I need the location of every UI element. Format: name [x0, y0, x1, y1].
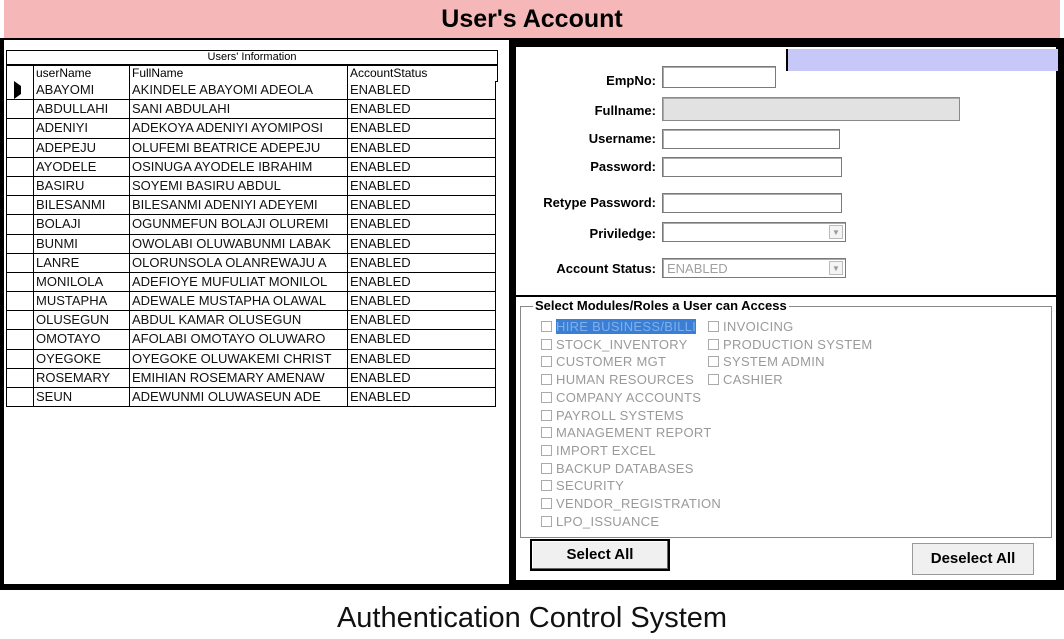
- users-panel: [4, 40, 509, 584]
- grid-caption: Users' Information: [6, 50, 498, 65]
- cell-username[interactable]: LANRE: [33, 254, 129, 272]
- cell-fullname[interactable]: OLORUNSOLA OLANREWAJU A: [129, 254, 347, 272]
- cell-username[interactable]: ROSEMARY: [33, 369, 129, 387]
- cell-accountstatus[interactable]: ENABLED: [347, 388, 497, 406]
- checkbox-icon[interactable]: [541, 374, 552, 385]
- table-row[interactable]: [6, 177, 496, 196]
- username-label: Username:: [588, 131, 656, 146]
- module-label: SYSTEM ADMIN: [723, 354, 825, 370]
- cell-accountstatus[interactable]: ENABLED: [347, 81, 497, 99]
- grid-header: [6, 65, 498, 82]
- privilege-select[interactable]: [662, 222, 846, 242]
- cell-fullname[interactable]: ABDUL KAMAR OLUSEGUN: [129, 311, 347, 329]
- cell-username[interactable]: MONILOLA: [33, 273, 129, 291]
- modules-group: [520, 298, 1052, 538]
- table-row[interactable]: [6, 119, 496, 138]
- chevron-down-icon[interactable]: ▼: [829, 225, 843, 239]
- modules-group-title: Select Modules/Roles a User can Access: [535, 298, 787, 313]
- cell-accountstatus[interactable]: ENABLED: [347, 100, 497, 118]
- password-input[interactable]: [662, 157, 842, 177]
- cell-username[interactable]: ABAYOMI: [33, 81, 129, 99]
- table-row[interactable]: [6, 81, 496, 100]
- cell-username[interactable]: OMOTAYO: [33, 330, 129, 348]
- cell-accountstatus[interactable]: ENABLED: [347, 311, 497, 329]
- table-row[interactable]: [6, 235, 496, 254]
- module-label: INVOICING: [723, 319, 794, 334]
- module-checkbox[interactable]: [541, 425, 712, 440]
- cell-username[interactable]: ADEPEJU: [33, 139, 129, 157]
- module-checkbox[interactable]: [708, 354, 825, 369]
- module-label: CUSTOMER MGT: [556, 354, 667, 370]
- table-row[interactable]: [6, 139, 496, 158]
- cell-username[interactable]: OLUSEGUN: [33, 311, 129, 329]
- checkbox-icon[interactable]: [708, 339, 719, 350]
- cell-accountstatus[interactable]: ENABLED: [347, 215, 497, 233]
- empno-input[interactable]: [662, 66, 776, 88]
- retype-password-input[interactable]: [662, 193, 842, 213]
- module-label: HIRE BUSINESS/BILLI: [556, 319, 697, 334]
- module-checkbox[interactable]: [708, 372, 783, 387]
- cell-username[interactable]: ADENIYI: [33, 119, 129, 137]
- cell-fullname[interactable]: OWOLABI OLUWABUNMI LABAK: [129, 235, 347, 253]
- cell-username[interactable]: BOLAJI: [33, 215, 129, 233]
- account-status-label: Account Status:: [556, 261, 656, 276]
- empno-label: EmpNo:: [606, 73, 656, 88]
- checkbox-icon[interactable]: [541, 392, 552, 403]
- module-label: IMPORT EXCEL: [556, 442, 656, 458]
- module-checkbox[interactable]: [541, 408, 684, 423]
- cell-username[interactable]: AYODELE: [33, 158, 129, 176]
- cell-accountstatus[interactable]: ENABLED: [347, 292, 497, 310]
- checkbox-icon[interactable]: [541, 516, 552, 527]
- table-row[interactable]: [6, 311, 496, 330]
- cell-fullname[interactable]: OSINUGA AYODELE IBRAHIM: [129, 158, 347, 176]
- figure-caption: Authentication Control System: [336, 602, 728, 634]
- module-checkbox[interactable]: [708, 337, 873, 352]
- password-label: Password:: [590, 159, 656, 174]
- cell-fullname[interactable]: SANI ABDULAHI: [129, 100, 347, 118]
- module-checkbox[interactable]: [541, 372, 694, 387]
- table-row[interactable]: [6, 388, 496, 407]
- module-label: STOCK_INVENTORY: [556, 336, 688, 352]
- account-status-value: ENABLED: [667, 261, 728, 276]
- cell-fullname[interactable]: OYEGOKE OLUWAKEMI CHRIST: [129, 350, 347, 368]
- checkbox-icon[interactable]: [541, 321, 552, 332]
- cell-username[interactable]: MUSTAPHA: [33, 292, 129, 310]
- module-checkbox[interactable]: [541, 337, 688, 352]
- module-checkbox[interactable]: [541, 443, 656, 458]
- window-title: User's Account: [4, 0, 1060, 38]
- cell-fullname[interactable]: SOYEMI BASIRU ABDUL: [129, 177, 347, 195]
- module-label: BACKUP DATABASES: [556, 460, 694, 476]
- checkbox-icon[interactable]: [541, 445, 552, 456]
- cell-fullname[interactable]: ADEKOYA ADENIYI AYOMIPOSI: [129, 119, 347, 137]
- cell-fullname[interactable]: OLUFEMI BEATRICE ADEPEJU: [129, 139, 347, 157]
- chevron-down-icon[interactable]: ▼: [829, 261, 843, 275]
- cell-username[interactable]: BUNMI: [33, 235, 129, 253]
- cell-fullname[interactable]: ADEWUNMI OLUWASEUN ADE: [129, 388, 347, 406]
- fullname-label: Fullname:: [594, 103, 656, 118]
- cell-accountstatus[interactable]: ENABLED: [347, 196, 497, 214]
- module-checkbox[interactable]: [708, 319, 794, 334]
- checkbox-icon[interactable]: [541, 427, 552, 438]
- module-label: HUMAN RESOURCES: [556, 372, 695, 388]
- cell-fullname[interactable]: ADEWALE MUSTAPHA OLAWAL: [129, 292, 347, 310]
- cell-fullname[interactable]: ADEFIOYE MUFULIAT MONILOL: [129, 273, 347, 291]
- retype-password-label: Retype Password:: [543, 195, 656, 210]
- checkbox-icon[interactable]: [541, 480, 552, 491]
- module-checkbox[interactable]: [541, 514, 659, 529]
- table-row[interactable]: [6, 369, 496, 388]
- cell-username[interactable]: BASIRU: [33, 177, 129, 195]
- deselect-all-button[interactable]: Deselect All: [912, 543, 1034, 575]
- fullname-input[interactable]: [662, 97, 960, 121]
- privilege-label: Priviledge:: [589, 226, 656, 241]
- modules-panel: [516, 297, 1056, 580]
- table-row[interactable]: [6, 254, 496, 273]
- module-label: PAYROLL SYSTEMS: [556, 407, 684, 423]
- cell-username[interactable]: OYEGOKE: [33, 350, 129, 368]
- cell-accountstatus[interactable]: ENABLED: [347, 369, 497, 387]
- module-label: LPO_ISSUANCE: [556, 513, 660, 529]
- module-label: MANAGEMENT REPORT: [556, 425, 712, 441]
- cell-accountstatus[interactable]: ENABLED: [347, 254, 497, 272]
- cell-username[interactable]: BILESANMI: [33, 196, 129, 214]
- cell-accountstatus[interactable]: ENABLED: [347, 177, 497, 195]
- module-checkbox[interactable]: [541, 319, 696, 334]
- table-row[interactable]: [6, 350, 496, 369]
- cell-accountstatus[interactable]: ENABLED: [347, 235, 497, 253]
- cell-fullname[interactable]: OGUNMEFUN BOLAJI OLUREMI: [129, 215, 347, 233]
- cell-fullname[interactable]: AFOLABI OMOTAYO OLUWARO: [129, 330, 347, 348]
- module-checkbox[interactable]: [541, 461, 694, 476]
- cell-accountstatus[interactable]: ENABLED: [347, 158, 497, 176]
- user-form-panel: [516, 47, 1056, 295]
- cell-accountstatus[interactable]: ENABLED: [347, 119, 497, 137]
- cell-accountstatus[interactable]: ENABLED: [347, 330, 497, 348]
- cell-fullname[interactable]: AKINDELE ABAYOMI ADEOLA: [129, 81, 347, 99]
- column-header-fullname[interactable]: FullName: [129, 66, 347, 81]
- module-checkbox[interactable]: [541, 354, 666, 369]
- column-header-accountstatus[interactable]: AccountStatus: [347, 66, 497, 81]
- table-row[interactable]: [6, 273, 496, 292]
- cell-accountstatus[interactable]: ENABLED: [347, 350, 497, 368]
- table-row[interactable]: [6, 196, 496, 215]
- column-header-username[interactable]: userName: [33, 66, 129, 81]
- module-label: COMPANY ACCOUNTS: [556, 389, 702, 405]
- cell-username[interactable]: SEUN: [33, 388, 129, 406]
- checkbox-icon[interactable]: [708, 321, 719, 332]
- table-row[interactable]: [6, 100, 496, 119]
- module-label: VENDOR_REGISTRATION: [556, 496, 722, 511]
- module-label: CASHIER: [723, 372, 783, 388]
- module-checkbox[interactable]: [541, 496, 721, 511]
- cell-fullname[interactable]: EMIHIAN ROSEMARY AMENAW: [129, 369, 347, 387]
- table-row[interactable]: [6, 158, 496, 177]
- module-label: PRODUCTION SYSTEM: [723, 336, 873, 352]
- checkbox-icon[interactable]: [541, 498, 552, 509]
- module-label: SECURITY: [556, 478, 625, 494]
- checkbox-icon[interactable]: [541, 339, 552, 350]
- checkbox-icon[interactable]: [541, 356, 552, 367]
- grid-body: [6, 81, 496, 407]
- tab-strip: [786, 49, 1058, 71]
- checkbox-icon[interactable]: [541, 410, 552, 421]
- cell-accountstatus[interactable]: ENABLED: [347, 139, 497, 157]
- cell-fullname[interactable]: BILESANMI ADENIYI ADEYEMI: [129, 196, 347, 214]
- current-row-icon: [14, 81, 21, 99]
- table-row[interactable]: [6, 330, 496, 349]
- table-row[interactable]: [6, 292, 496, 311]
- checkbox-icon[interactable]: [541, 463, 552, 474]
- username-input[interactable]: [662, 129, 840, 149]
- module-checkbox[interactable]: [541, 390, 701, 405]
- select-all-button[interactable]: Select All: [530, 539, 670, 571]
- cell-username[interactable]: ABDULLAHI: [33, 100, 129, 118]
- module-checkbox[interactable]: [541, 478, 624, 493]
- cell-accountstatus[interactable]: ENABLED: [347, 273, 497, 291]
- checkbox-icon[interactable]: [708, 356, 719, 367]
- checkbox-icon[interactable]: [708, 374, 719, 385]
- table-row[interactable]: [6, 215, 496, 234]
- account-status-select[interactable]: [662, 258, 846, 278]
